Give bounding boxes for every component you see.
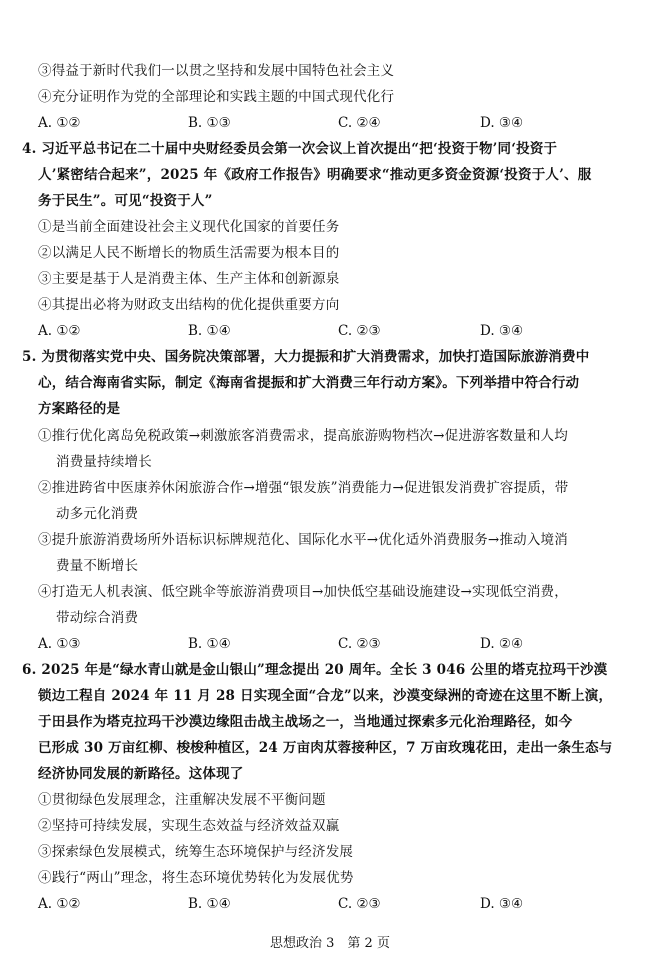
q5-item-1-line-2: 消费量持续增长 xyxy=(56,454,152,470)
q3-item-4: ④充分证明作为党的全部理论和实践主题的中国式现代化行 xyxy=(38,89,395,105)
q6-stem-line-2: 锁边工程自 2024 年 11 月 28 日实现全面“合龙”以来，沙漠变绿洲的奇迹在这里不断上演， xyxy=(38,688,613,704)
q4-item-2: ②以满足人民不断增长的物质生活需要为根本目的 xyxy=(38,245,340,261)
q3-choice-c: C. ②④ xyxy=(338,115,381,131)
q5-stem-line-3: 方案路径的是 xyxy=(38,401,121,417)
q5-item-3-line-2: 费量不断增长 xyxy=(56,558,139,574)
q4-choice-b: B. ①④ xyxy=(188,323,231,339)
q5-choice-c: C. ②③ xyxy=(338,636,381,652)
q6-choice-a: A. ①② xyxy=(38,896,81,912)
q6-stem-line-3: 于田县作为塔克拉玛干沙漠边缘阻击战主战场之一，当地通过探索多元化治理路径，如今 xyxy=(38,714,573,730)
q5-item-3-line-1: ③提升旅游消费场所外语标识标牌规范化、国际化水平→优化适外消费服务→推动入境消 xyxy=(38,532,568,548)
q3-choice-a: A. ①② xyxy=(38,115,81,131)
q4-stem-line-3: 务于民生”。可见“投资于人” xyxy=(38,193,213,209)
q5-item-2-line-1: ②推进跨省中医康养休闲旅游合作→增强“银发族”消费能力→促进银发消费扩容提质，带 xyxy=(38,480,569,496)
q6-choice-b: B. ①④ xyxy=(188,896,231,912)
q6-choice-c: C. ②③ xyxy=(338,896,381,912)
q5-stem-line-1: 5. 为贯彻落实党中央、国务院决策部署，大力提振和扩大消费需求，加快打造国际旅游消费中 xyxy=(22,349,590,365)
q5-item-2-line-2: 动多元化消费 xyxy=(56,506,139,522)
q6-stem-line-1: 6. 2025 年是“绿水青山就是金山银山”理念提出 20 周年。全长 3 046 公里的塔克拉玛干沙漠 xyxy=(22,662,608,678)
q6-choice-d: D. ③④ xyxy=(480,896,524,912)
q5-item-4-line-1: ④打造无人机表演、低空跳伞等旅游消费项目→加快低空基础设施建设→实现低空消费， xyxy=(38,584,568,600)
q3-choice-b: B. ①③ xyxy=(188,115,231,131)
q5-choice-b: B. ①④ xyxy=(188,636,231,652)
q4-choice-c: C. ②③ xyxy=(338,323,381,339)
q4-stem-line-1: 4. 习近平总书记在二十届中央财经委员会第一次会议上首次提出“把‘投资于物’同‘投资于 xyxy=(22,141,558,157)
q4-choice-d: D. ③④ xyxy=(480,323,524,339)
q5-item-1-line-1: ①推行优化离岛免税政策→刺激旅客消费需求，提高旅游购物档次→促进游客数量和人均 xyxy=(38,428,568,444)
q5-item-4-line-2: 带动综合消费 xyxy=(56,610,139,626)
q6-item-4: ④践行“两山”理念，将生态环境优势转化为发展优势 xyxy=(38,870,354,886)
q5-stem-line-2: 心，结合海南省实际，制定《海南省提振和扩大消费三年行动方案》。下列举措中符合行动 xyxy=(38,375,580,391)
q3-item-3: ③得益于新时代我们一以贯之坚持和发展中国特色社会主义 xyxy=(38,63,395,79)
q6-item-2: ②坚持可持续发展，实现生态效益与经济效益双赢 xyxy=(38,818,340,834)
q6-stem-line-4: 已形成 30 万亩红柳、梭梭种植区，24 万亩肉苁蓉接种区，7 万亩玫瑰花田，走出一条生态与 xyxy=(38,740,613,756)
q4-item-3: ③主要是基于人是消费主体、生产主体和创新源泉 xyxy=(38,271,340,287)
q3-choice-d: D. ③④ xyxy=(480,115,524,131)
q4-stem-line-2: 人’紧密结合起来”，2025 年《政府工作报告》明确要求“推动更多资金资源‘投资于人’、服 xyxy=(38,167,592,183)
q6-item-1: ①贯彻绿色发展理念，注重解决发展不平衡问题 xyxy=(38,792,326,808)
q5-choice-a: A. ①③ xyxy=(38,636,81,652)
q5-choice-d: D. ②④ xyxy=(480,636,524,652)
q4-item-1: ①是当前全面建设社会主义现代化国家的首要任务 xyxy=(38,219,340,235)
q4-choice-a: A. ①② xyxy=(38,323,81,339)
q6-stem-line-5: 经济协同发展的新路径。这体现了 xyxy=(38,766,244,782)
q6-item-3: ③探索绿色发展模式，统筹生态环境保护与经济发展 xyxy=(38,844,354,860)
q4-item-4: ④其提出必将为财政支出结构的优化提供重要方向 xyxy=(38,297,340,313)
page-footer: 思想政治 3 第 2 页 xyxy=(270,936,390,951)
